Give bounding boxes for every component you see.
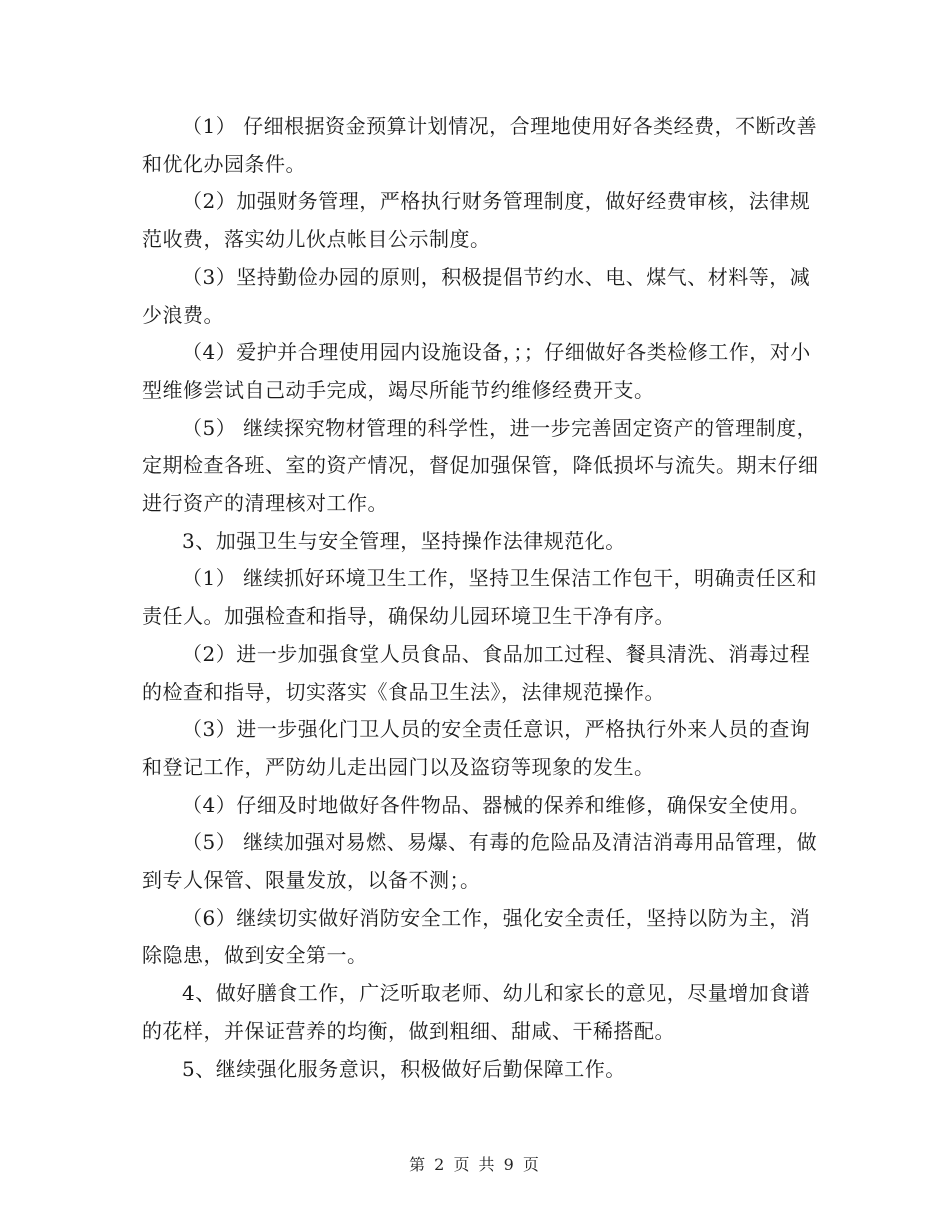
paragraph: （1） 仔细根据资金预算计划情况，合理地使用好各类经费，不断改善和优化办园条件。 bbox=[142, 114, 818, 176]
paragraph: （3）进一步强化门卫人员的安全责任意识，严格执行外来人员的查询和登记工作，严防幼儿走出园门以及盗窃等现象的发生。 bbox=[142, 717, 811, 779]
section-heading: 5、继续强化服务意识，积极做好后勤保障工作。 bbox=[182, 1056, 626, 1081]
section-heading: 4、做好膳食工作，广泛听取老师、幼儿和家长的意见，尽量增加食谱的花样，并保证营养的均衡，做到粗细、甜咸、干稀搭配。 bbox=[142, 981, 811, 1043]
page-number-footer: 第 2 页 共 9 页 bbox=[409, 1155, 541, 1174]
paragraph: （5） 继续探究物材管理的科学性，进一步完善固定资产的管理制度，定期检查各班、室的资产情况，督促加强保管，降低损坏与流失。期末仔细进行资产的清理核对工作。 bbox=[142, 415, 819, 516]
document-body bbox=[142, 108, 822, 1088]
paragraph: （4）仔细及时地做好各件物品、器械的保养和维修，确保安全使用。 bbox=[182, 792, 811, 817]
paragraph: （2）进一步加强食堂人员食品、食品加工过程、餐具清洗、消毒过程的检查和指导，切实落实《食品卫生法》，法律规范操作。 bbox=[142, 641, 811, 704]
paragraph: （6）继续切实做好消防安全工作，强化安全责任，坚持以防为主，消除隐患，做到安全第一。 bbox=[142, 905, 811, 968]
paragraph: （4）爱护并合理使用园内设施设备，；；仔细做好各类检修工作，对小型维修尝试自己动手完成，竭尽所能节约维修经费开支。 bbox=[142, 340, 811, 402]
paragraph: （1） 继续抓好环境卫生工作，坚持卫生保洁工作包干，明确责任区和责任人。加强检查和指导，确保幼儿园环境卫生干净有序。 bbox=[142, 566, 818, 629]
paragraph: （3）坚持勤俭办园的原则，积极提倡节约水、电、煤气、材料等，减少浪费。 bbox=[142, 264, 811, 327]
paragraph: （5） 继续加强对易燃、易爆、有毒的危险品及清洁消毒用品管理，做到专人保管、限量发放，以备不测；。 bbox=[142, 830, 818, 893]
paragraph: （2）加强财务管理，严格执行财务管理制度，做好经费审核，法律规范收费，落实幼儿伙点帐目公示制度。 bbox=[142, 189, 811, 252]
section-heading: 3、加强卫生与安全管理，坚持操作法律规范化。 bbox=[182, 528, 626, 553]
